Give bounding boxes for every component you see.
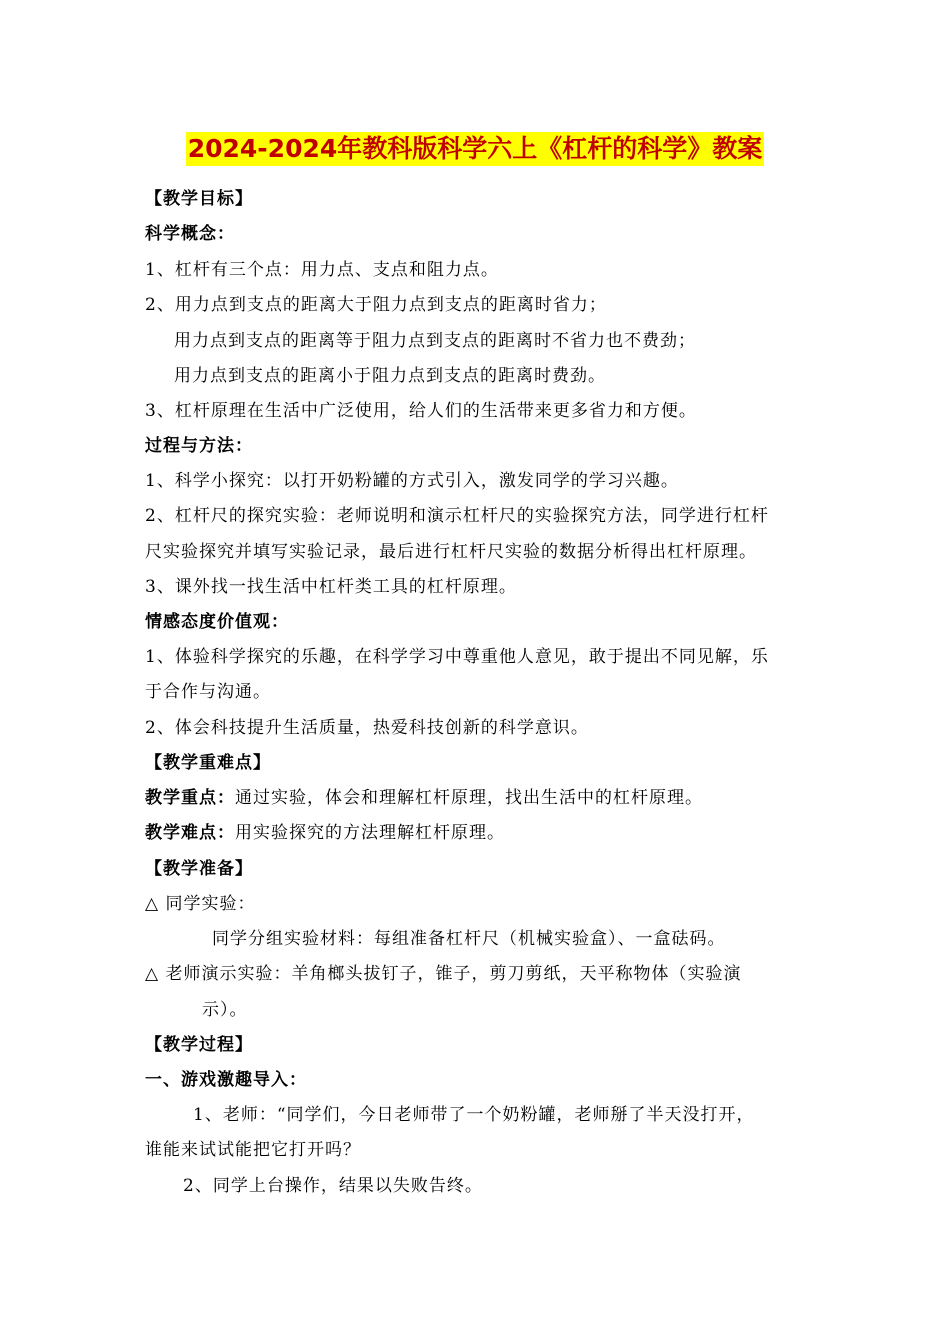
title-container bbox=[0, 132, 950, 166]
paragraph-line: 2、同学上台操作，结果以失败告终。 bbox=[183, 1176, 483, 1196]
paragraph-line: 尺实验探究并填写实验记录，最后进行杠杆尺实验的数据分析得出杠杆原理。 bbox=[145, 542, 757, 562]
key-point-line bbox=[145, 786, 703, 810]
paragraph-line: 2、杠杆尺的探究实验：老师说明和演示杠杆尺的实验探究方法，同学进行杠杆 bbox=[145, 506, 769, 526]
paragraph-line: 3、杠杆原理在生活中广泛使用，给人们的生活带来更多省力和方便。 bbox=[145, 401, 697, 421]
heading-teaching-preparation: 【教学准备】 bbox=[145, 859, 253, 879]
heading-teaching-process: 【教学过程】 bbox=[145, 1035, 253, 1055]
heading-teaching-goals: 【教学目标】 bbox=[145, 189, 253, 209]
paragraph-line: 于合作与沟通。 bbox=[145, 682, 271, 702]
subheading-game-intro: 一、游戏激趣导入： bbox=[145, 1070, 307, 1090]
subheading-process-method: 过程与方法： bbox=[145, 436, 253, 456]
paragraph-line: 1、科学小探究：以打开奶粉罐的方式引入，激发同学的学习兴趣。 bbox=[145, 471, 679, 491]
difficult-point-line bbox=[145, 821, 505, 845]
document-title: 2024-2024年教科版科学六上《杠杆的科学》教案 bbox=[186, 132, 765, 166]
paragraph-line: 同学分组实验材料：每组准备杠杆尺（机械实验盒）、一盒砝码。 bbox=[212, 929, 726, 949]
paragraph-line: 示）。 bbox=[202, 1000, 248, 1020]
difficult-point-label: 教学难点： bbox=[145, 823, 235, 843]
subheading-science-concepts: 科学概念： bbox=[145, 224, 235, 244]
paragraph-line: 3、课外找一找生活中杠杆类工具的杠杆原理。 bbox=[145, 577, 517, 597]
key-point-text: 通过实验，体会和理解杠杆原理，找出生活中的杠杆原理。 bbox=[235, 788, 703, 808]
paragraph-line: 用力点到支点的距离小于阻力点到支点的距离时费劲。 bbox=[174, 366, 606, 386]
paragraph-line: △ 老师演示实验：羊角榔头拔钉子，锥子，剪刀剪纸，天平称物体（实验演 bbox=[145, 964, 742, 984]
paragraph-line: 2、体会科技提升生活质量，热爱科技创新的科学意识。 bbox=[145, 718, 589, 738]
paragraph-line: 1、体验科学探究的乐趣，在科学学习中尊重他人意见，敢于提出不同见解，乐 bbox=[145, 647, 769, 667]
paragraph-line: △ 同学实验： bbox=[145, 894, 256, 914]
paragraph-line: 用力点到支点的距离等于阻力点到支点的距离时不省力也不费劲； bbox=[174, 331, 696, 351]
paragraph-line: 1、杠杆有三个点：用力点、支点和阻力点。 bbox=[145, 260, 499, 280]
difficult-point-text: 用实验探究的方法理解杠杆原理。 bbox=[235, 823, 505, 843]
paragraph-line: 1、老师：“同学们，今日老师带了一个奶粉罐，老师掰了半天没打开， bbox=[193, 1105, 755, 1125]
paragraph-line: 2、用力点到支点的距离大于阻力点到支点的距离时省力； bbox=[145, 295, 607, 315]
subheading-attitude-values: 情感态度价值观： bbox=[145, 612, 289, 632]
paragraph-line: 谁能来试试能把它打开吗？ bbox=[145, 1140, 361, 1160]
heading-key-difficult-points: 【教学重难点】 bbox=[145, 753, 271, 773]
key-point-label: 教学重点： bbox=[145, 788, 235, 808]
